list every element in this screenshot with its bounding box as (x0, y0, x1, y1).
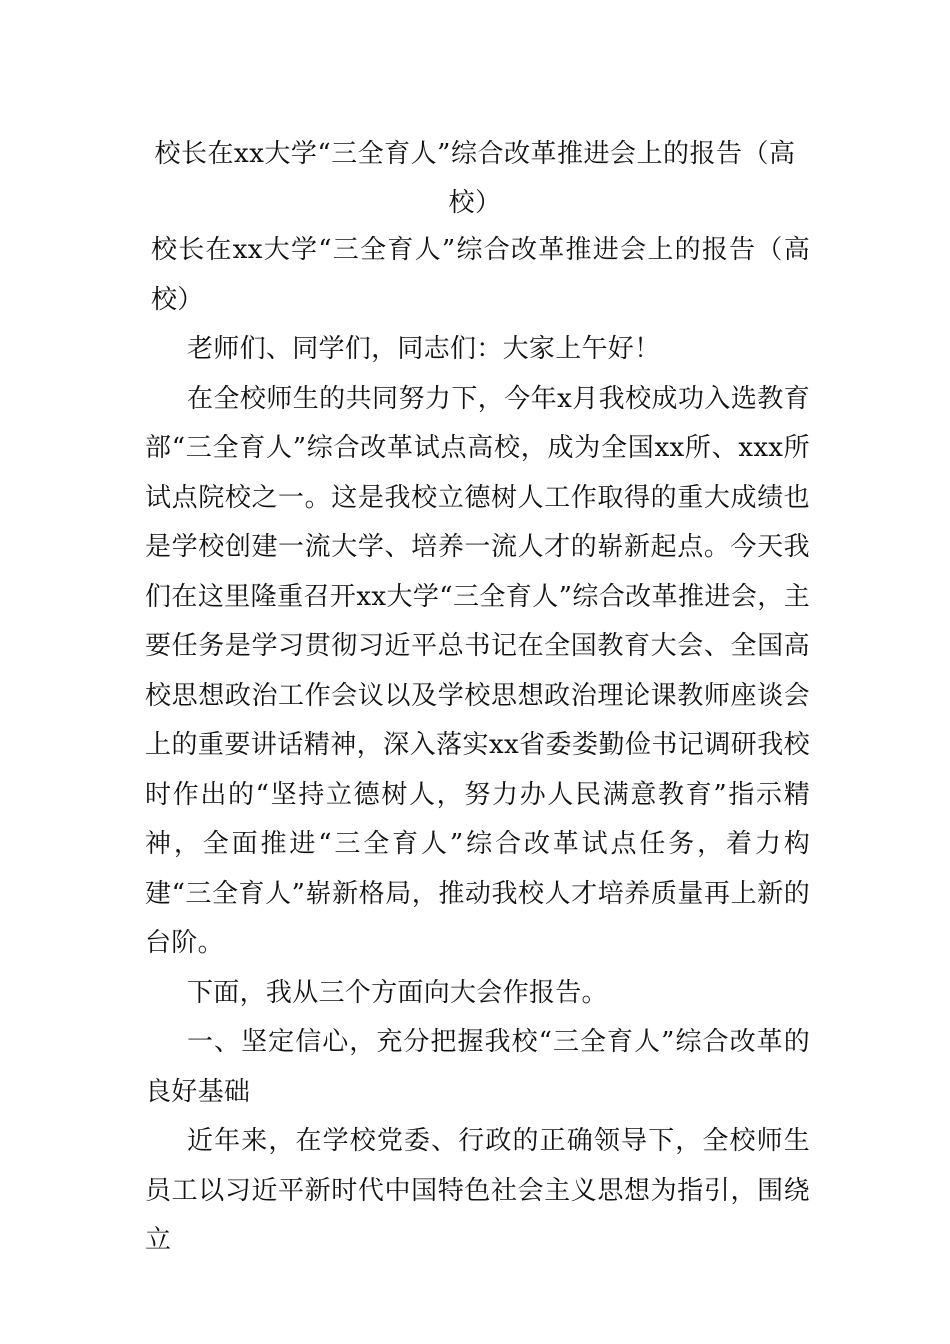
repeated-title-paragraph: 校长在xx大学“三全育人”综合改革推进会上的报告（高校） (151, 235, 810, 315)
greeting-paragraph: 老师们、同学们，同志们：大家上午好！ (187, 334, 661, 364)
document-title: 校长在xx大学“三全育人”综合改革推进会上的报告（高校） (154, 139, 796, 218)
intro-paragraph: 在全校师生的共同努力下，今年x月我校成功入选教育部“三全育人”综合改革试点高校，成为全国xx所、xxx所试点院校之一。这是我校立德树人工作取得的重大成绩也是学校创建一流大学、培养一流人才的崭新起点。今天我们在这里隆重召开xx大学“三全育人”综合改革推进会，主要任务是学习贯彻习近平总书记在全国教育大会、全国高校思想政治工作会议以及学校思想政治理论课教师座谈会上的重要讲话精神，深入落实xx省委娄勤俭书记调研我校时作出的“坚持立德树人，努力办人民满意教育”指示精神，全面推进“三全育人”综合改革试点任务，着力构建“三全育人”崭新格局，推动我校人才培养质量再上新的台阶。 (145, 383, 810, 958)
outline-paragraph: 下面，我从三个方面向大会作报告。 (187, 977, 608, 1008)
section-paragraph: 近年来，在学校党委、行政的正确领导下，全校师生员工以习近平新时代中国特色社会主义思想为指引，围绕立 (145, 1126, 810, 1255)
section-heading: 一、坚定信心，充分把握我校“三全育人”综合改革的良好基础 (145, 1027, 810, 1107)
document-body (145, 226, 810, 1266)
